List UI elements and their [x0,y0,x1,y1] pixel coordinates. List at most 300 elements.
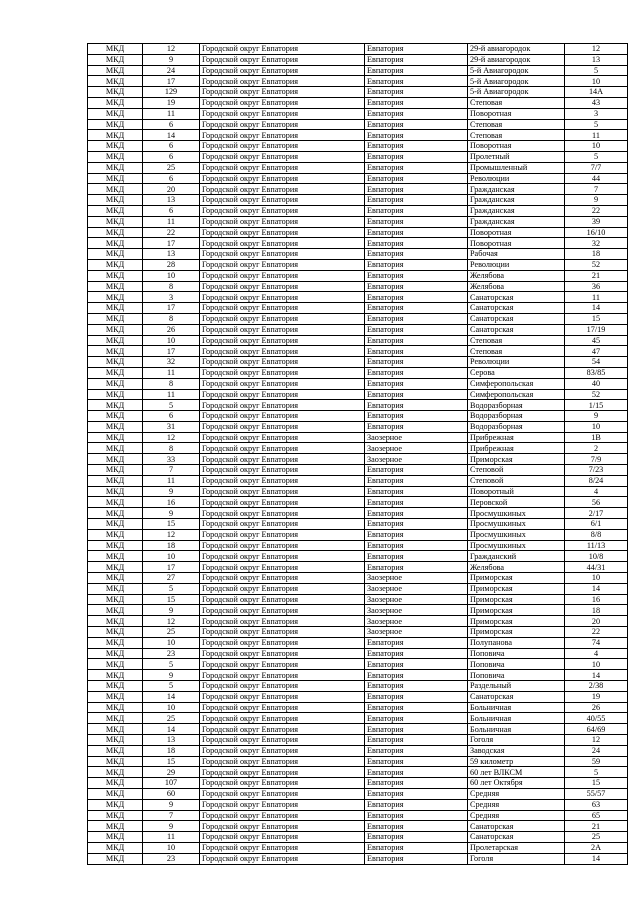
house-number-cell: 16 [565,594,628,605]
type-cell: МКД [88,799,143,810]
count-cell: 11 [143,367,200,378]
house-number-cell: 54 [565,357,628,368]
street-cell: Поповича [468,670,565,681]
street-cell: Поворотная [468,108,565,119]
settlement-cell: Евпатория [365,411,468,422]
municipality-cell: Городской округ Евпатория [200,810,365,821]
settlement-cell: Евпатория [365,691,468,702]
table-row [88,670,628,681]
settlement-cell: Заозерное [365,627,468,638]
house-number-cell: 18 [565,605,628,616]
type-cell: МКД [88,119,143,130]
type-cell: МКД [88,529,143,540]
street-cell: Больничная [468,702,565,713]
settlement-cell: Евпатория [365,324,468,335]
street-cell: Приморская [468,594,565,605]
settlement-cell: Евпатория [365,54,468,65]
type-cell: МКД [88,810,143,821]
house-number-cell: 7/23 [565,465,628,476]
type-cell: МКД [88,519,143,530]
street-cell: Больничная [468,713,565,724]
municipality-cell: Городской округ Евпатория [200,44,365,55]
municipality-cell: Городской округ Евпатория [200,378,365,389]
house-number-cell: 19 [565,691,628,702]
municipality-cell: Городской округ Евпатория [200,778,365,789]
settlement-cell: Евпатория [365,216,468,227]
count-cell: 14 [143,130,200,141]
municipality-cell: Городской округ Евпатория [200,76,365,87]
count-cell: 33 [143,454,200,465]
street-cell: Гражданская [468,216,565,227]
house-number-cell: 10 [565,573,628,584]
count-cell: 129 [143,87,200,98]
settlement-cell: Евпатория [365,853,468,864]
municipality-cell: Городской округ Евпатория [200,151,365,162]
type-cell: МКД [88,454,143,465]
table-row [88,65,628,76]
street-cell: 29-й авиагородок [468,44,565,55]
table-row [88,400,628,411]
street-cell: Степовая [468,335,565,346]
house-number-cell: 2А [565,842,628,853]
street-cell: Поворотный [468,486,565,497]
count-cell: 28 [143,259,200,270]
count-cell: 7 [143,465,200,476]
house-number-cell: 32 [565,238,628,249]
table-row [88,778,628,789]
municipality-cell: Городской округ Евпатория [200,788,365,799]
table-row [88,616,628,627]
type-cell: МКД [88,551,143,562]
municipality-cell: Городской округ Евпатория [200,486,365,497]
table-row [88,735,628,746]
table-row [88,87,628,98]
municipality-cell: Городской округ Евпатория [200,454,365,465]
type-cell: МКД [88,853,143,864]
municipality-cell: Городской округ Евпатория [200,605,365,616]
type-cell: МКД [88,497,143,508]
count-cell: 11 [143,475,200,486]
count-cell: 22 [143,227,200,238]
table-row [88,562,628,573]
type-cell: МКД [88,767,143,778]
street-cell: Промышленный [468,162,565,173]
count-cell: 10 [143,551,200,562]
count-cell: 15 [143,594,200,605]
table-row [88,324,628,335]
count-cell: 19 [143,97,200,108]
type-cell: МКД [88,745,143,756]
count-cell: 17 [143,238,200,249]
table-row [88,465,628,476]
municipality-cell: Городской округ Евпатория [200,130,365,141]
count-cell: 20 [143,184,200,195]
street-cell: Революции [468,259,565,270]
table-row [88,238,628,249]
count-cell: 31 [143,421,200,432]
count-cell: 32 [143,357,200,368]
type-cell: МКД [88,195,143,206]
type-cell: МКД [88,76,143,87]
municipality-cell: Городской округ Евпатория [200,832,365,843]
municipality-cell: Городской округ Евпатория [200,227,365,238]
count-cell: 9 [143,54,200,65]
table-row [88,292,628,303]
table-row [88,346,628,357]
settlement-cell: Евпатория [365,313,468,324]
house-number-cell: 56 [565,497,628,508]
type-cell: МКД [88,594,143,605]
municipality-cell: Городской округ Евпатория [200,335,365,346]
type-cell: МКД [88,335,143,346]
settlement-cell: Евпатория [365,303,468,314]
settlement-cell: Евпатория [365,778,468,789]
table-row [88,605,628,616]
settlement-cell: Евпатория [365,799,468,810]
type-cell: МКД [88,292,143,303]
municipality-cell: Городской округ Евпатория [200,756,365,767]
street-cell: Поповича [468,659,565,670]
type-cell: МКД [88,97,143,108]
house-number-cell: 14 [565,303,628,314]
count-cell: 9 [143,486,200,497]
municipality-cell: Городской округ Евпатория [200,421,365,432]
house-number-cell: 7 [565,184,628,195]
settlement-cell: Заозерное [365,616,468,627]
street-cell: Санаторская [468,691,565,702]
count-cell: 10 [143,335,200,346]
count-cell: 9 [143,508,200,519]
type-cell: МКД [88,303,143,314]
municipality-cell: Городской округ Евпатория [200,583,365,594]
count-cell: 25 [143,713,200,724]
settlement-cell: Евпатория [365,44,468,55]
house-number-cell: 2/17 [565,508,628,519]
table-row [88,421,628,432]
settlement-cell: Евпатория [365,173,468,184]
house-number-cell: 44/31 [565,562,628,573]
type-cell: МКД [88,432,143,443]
type-cell: МКД [88,270,143,281]
house-number-cell: 12 [565,735,628,746]
count-cell: 8 [143,378,200,389]
street-cell: 5-й Авиагородок [468,76,565,87]
count-cell: 27 [143,573,200,584]
street-cell: Серова [468,367,565,378]
settlement-cell: Евпатория [365,670,468,681]
house-number-cell: 2 [565,443,628,454]
table-row [88,842,628,853]
count-cell: 9 [143,605,200,616]
settlement-cell: Евпатория [365,421,468,432]
municipality-cell: Городской округ Евпатория [200,367,365,378]
settlement-cell: Евпатория [365,238,468,249]
count-cell: 25 [143,627,200,638]
count-cell: 10 [143,842,200,853]
count-cell: 9 [143,670,200,681]
table-row [88,508,628,519]
count-cell: 6 [143,173,200,184]
table-row [88,519,628,530]
table-row [88,681,628,692]
count-cell: 13 [143,195,200,206]
table-row [88,173,628,184]
type-cell: МКД [88,108,143,119]
count-cell: 24 [143,65,200,76]
settlement-cell: Евпатория [365,735,468,746]
count-cell: 15 [143,519,200,530]
table-row [88,702,628,713]
table-row [88,411,628,422]
type-cell: МКД [88,627,143,638]
house-number-cell: 83/85 [565,367,628,378]
municipality-cell: Городской округ Евпатория [200,853,365,864]
municipality-cell: Городской округ Евпатория [200,573,365,584]
table-row [88,357,628,368]
street-cell: Прибрежная [468,443,565,454]
table-row [88,259,628,270]
house-number-cell: 4 [565,648,628,659]
table-row [88,130,628,141]
street-cell: Рабочая [468,249,565,260]
count-cell: 15 [143,756,200,767]
settlement-cell: Евпатория [365,724,468,735]
count-cell: 17 [143,346,200,357]
settlement-cell: Евпатория [365,681,468,692]
type-cell: МКД [88,616,143,627]
count-cell: 5 [143,681,200,692]
street-cell: Средняя [468,799,565,810]
municipality-cell: Городской округ Евпатория [200,799,365,810]
settlement-cell: Заозерное [365,594,468,605]
type-cell: МКД [88,724,143,735]
count-cell: 11 [143,389,200,400]
street-cell: Поповича [468,648,565,659]
street-cell: Перовской [468,497,565,508]
table-row [88,76,628,87]
table-row [88,810,628,821]
type-cell: МКД [88,756,143,767]
table-row [88,713,628,724]
type-cell: МКД [88,130,143,141]
settlement-cell: Евпатория [365,659,468,670]
settlement-cell: Евпатория [365,788,468,799]
type-cell: МКД [88,227,143,238]
table-row [88,659,628,670]
street-cell: Просмушкиных [468,519,565,530]
count-cell: 8 [143,313,200,324]
settlement-cell: Евпатория [365,195,468,206]
street-cell: Степовой [468,465,565,476]
count-cell: 5 [143,583,200,594]
house-number-cell: 40 [565,378,628,389]
street-cell: Санаторская [468,303,565,314]
table-row [88,119,628,130]
house-number-cell: 64/69 [565,724,628,735]
house-number-cell: 15 [565,778,628,789]
house-number-cell: 36 [565,281,628,292]
street-cell: Поворотная [468,141,565,152]
settlement-cell: Евпатория [365,551,468,562]
settlement-cell: Евпатория [365,378,468,389]
municipality-cell: Городской округ Евпатория [200,87,365,98]
house-number-cell: 47 [565,346,628,357]
count-cell: 12 [143,432,200,443]
type-cell: МКД [88,162,143,173]
buildings-table [87,43,628,865]
type-cell: МКД [88,216,143,227]
municipality-cell: Городской округ Евпатория [200,292,365,303]
municipality-cell: Городской округ Евпатория [200,238,365,249]
house-number-cell: 59 [565,756,628,767]
type-cell: МКД [88,44,143,55]
municipality-cell: Городской округ Евпатория [200,745,365,756]
type-cell: МКД [88,735,143,746]
type-cell: МКД [88,713,143,724]
municipality-cell: Городской округ Евпатория [200,594,365,605]
type-cell: МКД [88,842,143,853]
settlement-cell: Евпатория [365,249,468,260]
table-row [88,97,628,108]
municipality-cell: Городской округ Евпатория [200,281,365,292]
type-cell: МКД [88,421,143,432]
buildings-table-body [88,44,628,865]
municipality-cell: Городской округ Евпатория [200,562,365,573]
municipality-cell: Городской округ Евпатория [200,119,365,130]
house-number-cell: 21 [565,821,628,832]
table-row [88,389,628,400]
settlement-cell: Евпатория [365,702,468,713]
count-cell: 107 [143,778,200,789]
settlement-cell: Евпатория [365,259,468,270]
settlement-cell: Евпатория [365,108,468,119]
municipality-cell: Городской округ Евпатория [200,529,365,540]
settlement-cell: Евпатория [365,97,468,108]
table-row [88,216,628,227]
municipality-cell: Городской округ Евпатория [200,659,365,670]
municipality-cell: Городской округ Евпатория [200,702,365,713]
municipality-cell: Городской округ Евпатория [200,173,365,184]
table-row [88,583,628,594]
type-cell: МКД [88,259,143,270]
municipality-cell: Городской округ Евпатория [200,303,365,314]
street-cell: 5-й Авиагородок [468,87,565,98]
count-cell: 14 [143,724,200,735]
municipality-cell: Городской округ Евпатория [200,162,365,173]
house-number-cell: 45 [565,335,628,346]
street-cell: Гражданская [468,184,565,195]
settlement-cell: Заозерное [365,443,468,454]
street-cell: Гражданская [468,195,565,206]
house-number-cell: 10/8 [565,551,628,562]
type-cell: МКД [88,249,143,260]
street-cell: Приморская [468,627,565,638]
count-cell: 6 [143,205,200,216]
municipality-cell: Городской округ Евпатория [200,735,365,746]
house-number-cell: 10 [565,421,628,432]
street-cell: Полупанова [468,637,565,648]
settlement-cell: Евпатория [365,346,468,357]
municipality-cell: Городской округ Евпатория [200,519,365,530]
count-cell: 6 [143,141,200,152]
house-number-cell: 7/7 [565,162,628,173]
table-row [88,367,628,378]
table-row [88,335,628,346]
street-cell: Санаторская [468,832,565,843]
settlement-cell: Евпатория [365,756,468,767]
municipality-cell: Городской округ Евпатория [200,270,365,281]
type-cell: МКД [88,87,143,98]
municipality-cell: Городской округ Евпатория [200,54,365,65]
municipality-cell: Городской округ Евпатория [200,627,365,638]
street-cell: Степовой [468,475,565,486]
municipality-cell: Городской округ Евпатория [200,389,365,400]
municipality-cell: Городской округ Евпатория [200,713,365,724]
table-row [88,270,628,281]
type-cell: МКД [88,562,143,573]
type-cell: МКД [88,313,143,324]
street-cell: Гоголя [468,735,565,746]
house-number-cell: 22 [565,627,628,638]
settlement-cell: Евпатория [365,65,468,76]
municipality-cell: Городской округ Евпатория [200,216,365,227]
settlement-cell: Евпатория [365,519,468,530]
municipality-cell: Городской округ Евпатория [200,691,365,702]
municipality-cell: Городской округ Евпатория [200,249,365,260]
street-cell: Революции [468,173,565,184]
house-number-cell: 14 [565,583,628,594]
count-cell: 8 [143,443,200,454]
house-number-cell: 13 [565,54,628,65]
house-number-cell: 10 [565,141,628,152]
table-row [88,205,628,216]
street-cell: Пролетарская [468,842,565,853]
table-row [88,691,628,702]
table-row [88,44,628,55]
count-cell: 7 [143,810,200,821]
table-row [88,756,628,767]
count-cell: 17 [143,303,200,314]
count-cell: 9 [143,799,200,810]
house-number-cell: 17/19 [565,324,628,335]
house-number-cell: 5 [565,65,628,76]
table-row [88,497,628,508]
count-cell: 8 [143,281,200,292]
type-cell: МКД [88,281,143,292]
table-row [88,184,628,195]
count-cell: 5 [143,400,200,411]
municipality-cell: Городской округ Евпатория [200,65,365,76]
type-cell: МКД [88,238,143,249]
table-row [88,432,628,443]
settlement-cell: Евпатория [365,842,468,853]
settlement-cell: Евпатория [365,87,468,98]
count-cell: 60 [143,788,200,799]
house-number-cell: 8/8 [565,529,628,540]
house-number-cell: 26 [565,702,628,713]
house-number-cell: 5 [565,119,628,130]
settlement-cell: Евпатория [365,151,468,162]
type-cell: МКД [88,670,143,681]
municipality-cell: Городской округ Евпатория [200,670,365,681]
settlement-cell: Евпатория [365,529,468,540]
count-cell: 26 [143,324,200,335]
street-cell: Приморская [468,573,565,584]
house-number-cell: 6/1 [565,519,628,530]
table-row [88,141,628,152]
type-cell: МКД [88,141,143,152]
table-row [88,378,628,389]
